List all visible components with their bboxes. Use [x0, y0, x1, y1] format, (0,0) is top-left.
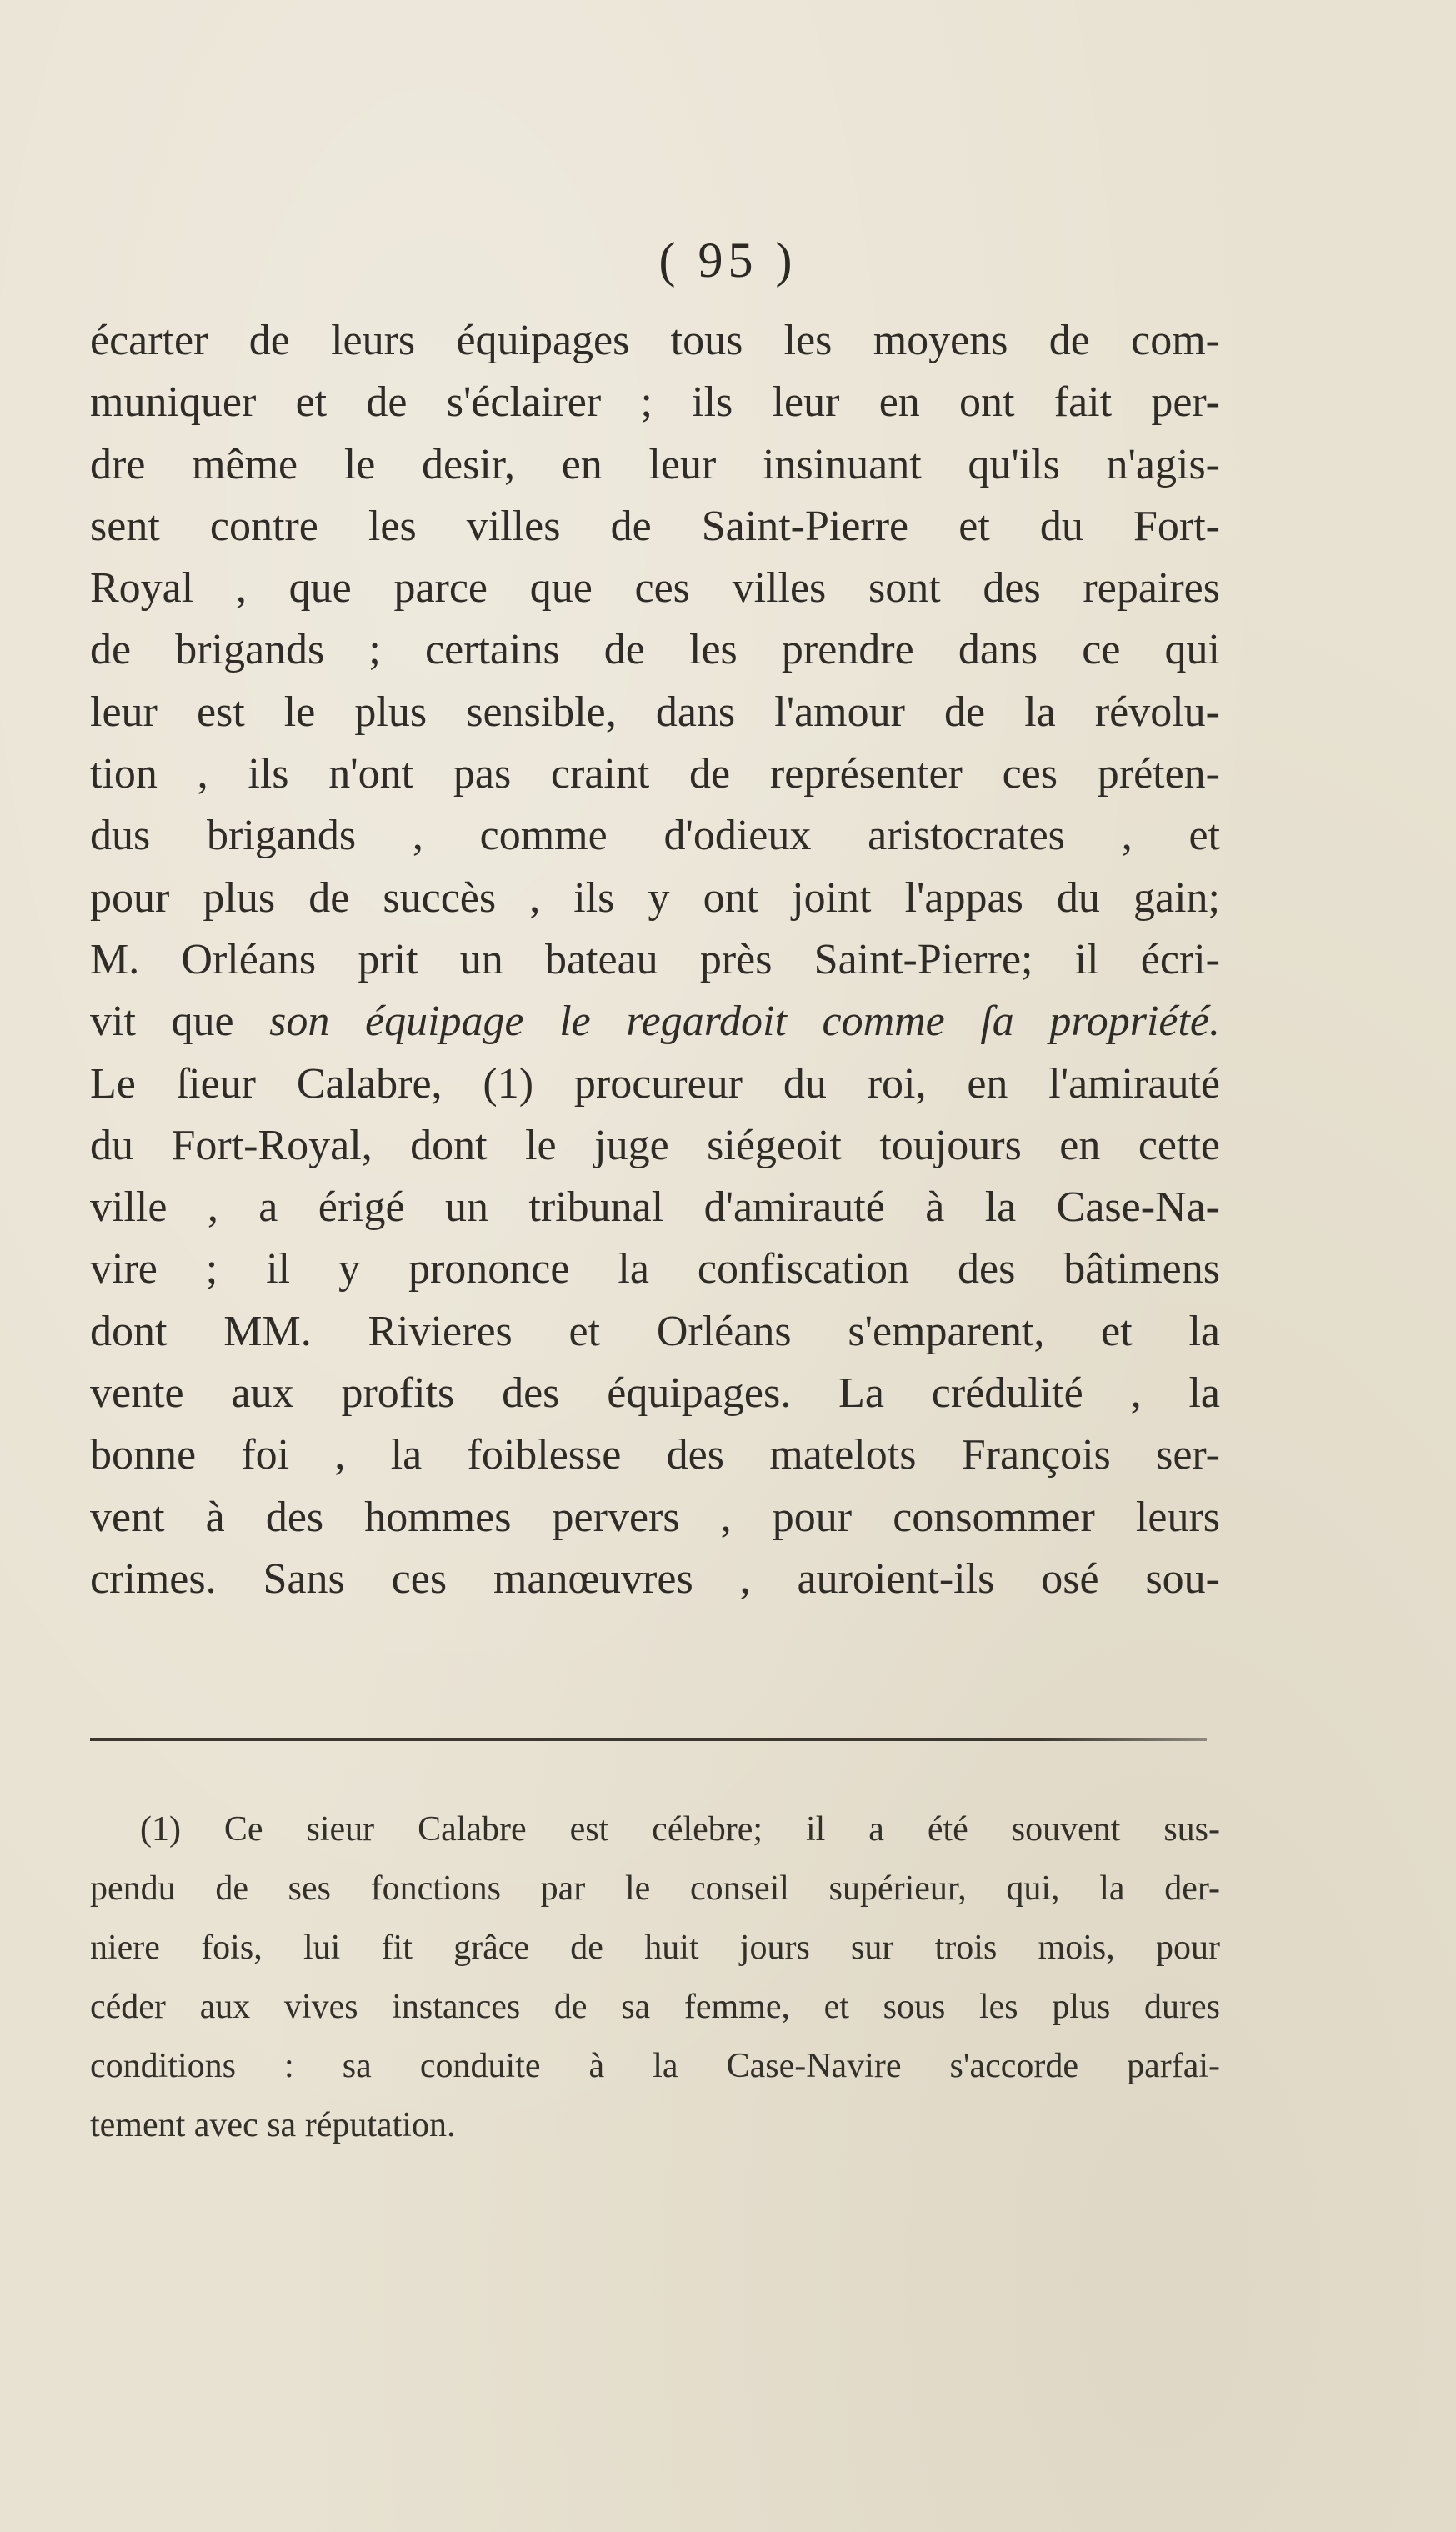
footnote-line: (1) Ce sieur Calabre est célebre; il a été souvent sus- — [140, 1810, 1220, 1849]
footnote-line: conditions : sa conduite à la Case-Navire s'accorde parfai- — [90, 2047, 1220, 2085]
text-line: tion , ils n'ont pas craint de représenter ces préten- — [90, 750, 1220, 798]
footnote-line: pendu de ses fonctions par le conseil supérieur, qui, la der- — [90, 1869, 1220, 1908]
text-line: Royal , que parce que ces villes sont des repaires — [90, 564, 1220, 613]
text-line: du Fort-Royal, dont le juge siégeoit toujours en cette — [90, 1121, 1220, 1169]
main-text — [90, 310, 1220, 1610]
text-line: sent contre les villes de Saint-Pierre et du Fort- — [90, 502, 1220, 550]
footnote-divider — [90, 1738, 1207, 1741]
italic-quote: son équipage le regardoit comme ſa propriété. — [269, 998, 1220, 1046]
text-line-italic — [90, 991, 1220, 1053]
text-line: Le ſieur Calabre, (1) procureur du roi, en l'amirauté — [90, 1059, 1220, 1108]
text-line: dre même le desir, en leur insinuant qu'ils n'agis- — [90, 440, 1220, 488]
text-line: bonne foi , la foiblesse des matelots François ser- — [90, 1431, 1220, 1479]
text-line: dus brigands , comme d'odieux aristocrates , et — [90, 812, 1220, 860]
italic-line-prefix: vit que — [90, 998, 270, 1046]
text-line: muniquer et de s'éclairer ; ils leur en ont fait per- — [90, 378, 1220, 427]
text-line: écarter de leurs équipages tous les moyens de com- — [90, 317, 1220, 364]
footnote-line: tement avec sa réputation. — [90, 2106, 456, 2144]
text-line: ville , a érigé un tribunal d'amirauté à la Case-Na- — [90, 1183, 1220, 1232]
text-line: vente aux profits des équipages. La crédulité , la — [90, 1369, 1220, 1418]
text-line: vire ; il y prononce la confiscation des bâtimens — [90, 1245, 1220, 1294]
page-number: ( 95 ) — [658, 233, 798, 288]
text-line: leur est le plus sensible, dans l'amour de la révolu- — [90, 688, 1220, 736]
text-line: M. Orléans prit un bateau près Saint-Pierre; il écri- — [90, 935, 1220, 983]
text-line: dont MM. Rivieres et Orléans s'emparent, et la — [90, 1307, 1220, 1355]
footnote-line: céder aux vives instances de sa femme, et sous les plus dures — [90, 1988, 1220, 2026]
footnote-line: niere fois, lui fit grâce de huit jours sur trois mois, pour — [90, 1929, 1220, 1967]
text-line: de brigands ; certains de les prendre dans ce qui — [90, 626, 1220, 674]
text-line: vent à des hommes pervers , pour consommer leurs — [90, 1493, 1220, 1541]
footnote — [90, 1800, 1220, 2155]
text-line: pour plus de succès , ils y ont joint l'appas du gain; — [90, 873, 1220, 922]
text-line: crimes. Sans ces manœuvres , auroient-ils osé sou- — [90, 1554, 1220, 1603]
